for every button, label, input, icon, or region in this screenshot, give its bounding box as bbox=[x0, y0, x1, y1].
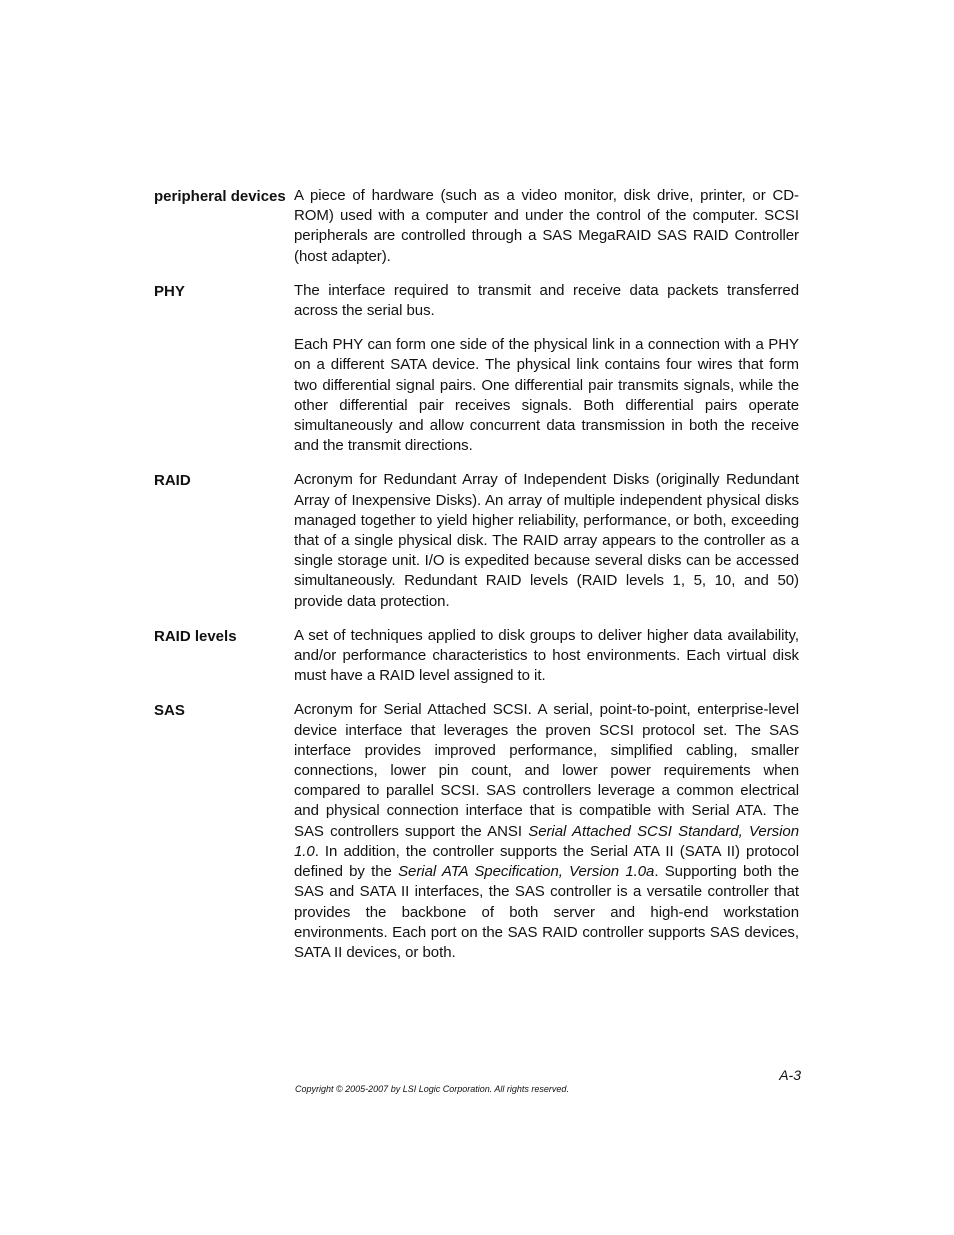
italic-text: Serial ATA Specification, Version 1.0a bbox=[398, 863, 655, 881]
glossary-entry bbox=[154, 186, 804, 267]
glossary-definition bbox=[294, 700, 799, 963]
glossary-entry bbox=[154, 700, 804, 963]
definition-paragraph bbox=[294, 700, 799, 963]
definition-paragraph bbox=[294, 186, 799, 267]
text-segment: . In addition, the controller supports the Serial ATA II (SATA II) protocol defined by the bbox=[294, 842, 799, 881]
italic-text: Serial Attached SCSI Standard, Version 1.0 bbox=[294, 822, 799, 860]
glossary-entry bbox=[154, 281, 804, 457]
text-segment: . Supporting both the SAS and SATA II interfaces, the SAS controller is a versatile controller that provides the backbone of both server and high-end workstation environments. Each port on the SAS RAID controller supports SAS devices, SATA II devices, or both. bbox=[294, 863, 799, 961]
page-number: A-3 bbox=[779, 1067, 801, 1083]
glossary-definition bbox=[294, 626, 799, 687]
glossary-term: peripheral devices bbox=[154, 188, 286, 205]
definition-paragraph bbox=[294, 470, 799, 611]
text-segment: A set of techniques applied to disk groups to deliver higher data availability, and/or performance characteristics to host environments. Each virtual disk must have a RAID level assigned to it. bbox=[294, 626, 799, 685]
definition-paragraph bbox=[294, 626, 799, 687]
definition-paragraph bbox=[294, 335, 799, 456]
glossary-definition bbox=[294, 470, 799, 611]
glossary-entry bbox=[154, 470, 804, 611]
text-segment: Acronym for Redundant Array of Independent Disks (originally Redundant Array of Inexpensive Disks). An array of multiple independent physical disks managed together to yield higher reliability, performance, or both, exceeding that of a single physical disk. The RAID array appears to the controller as a single storage unit. I/O is expedited because several disks can be accessed simultaneously. Redundant RAID levels (RAID levels 1, 5, 10, and 50) provide data protection. bbox=[294, 471, 799, 610]
glossary-term: SAS bbox=[154, 702, 185, 720]
glossary-definition bbox=[294, 281, 799, 457]
text-segment: Acronym for Serial Attached SCSI. A serial, point-to-point, enterprise-level device interface that leverages the proven SCSI protocol set. The SAS interface provides improved performance, simplified cabling, smaller connections, lower pin count, and lower power requirements when compared to parallel SCSI. SAS controllers leverage a common electrical and physical connection interface that is compatible with Serial ATA. The SAS controllers support the ANSI bbox=[294, 701, 799, 840]
glossary-term: RAID bbox=[154, 472, 191, 490]
text-segment: Each PHY can form one side of the physical link in a connection with a PHY on a different SATA device. The physical link contains four wires that form two differential signal pairs. One differential pair transmits signals, while the other differential pair receives signals. Both differential pairs operate simultaneously and allow concurrent data transmission in both the receive and the transmit directions. bbox=[294, 336, 799, 455]
definition-paragraph bbox=[294, 281, 799, 321]
glossary-definition bbox=[294, 186, 799, 267]
text-segment: A piece of hardware (such as a video monitor, disk drive, printer, or CD-ROM) used with a computer and under the control of the computer. SCSI peripherals are controlled through a SAS MegaRAID SAS RAID Controller (host adapter). bbox=[294, 187, 799, 265]
glossary-entry bbox=[154, 626, 804, 687]
glossary-term: RAID levels bbox=[154, 627, 237, 645]
glossary-list bbox=[154, 186, 804, 977]
text-segment: The interface required to transmit and receive data packets transferred across the serial bus. bbox=[294, 281, 799, 320]
glossary-term: PHY bbox=[154, 282, 185, 300]
copyright-notice: Copyright © 2005-2007 by LSI Logic Corporation. All rights reserved. bbox=[295, 1084, 569, 1094]
